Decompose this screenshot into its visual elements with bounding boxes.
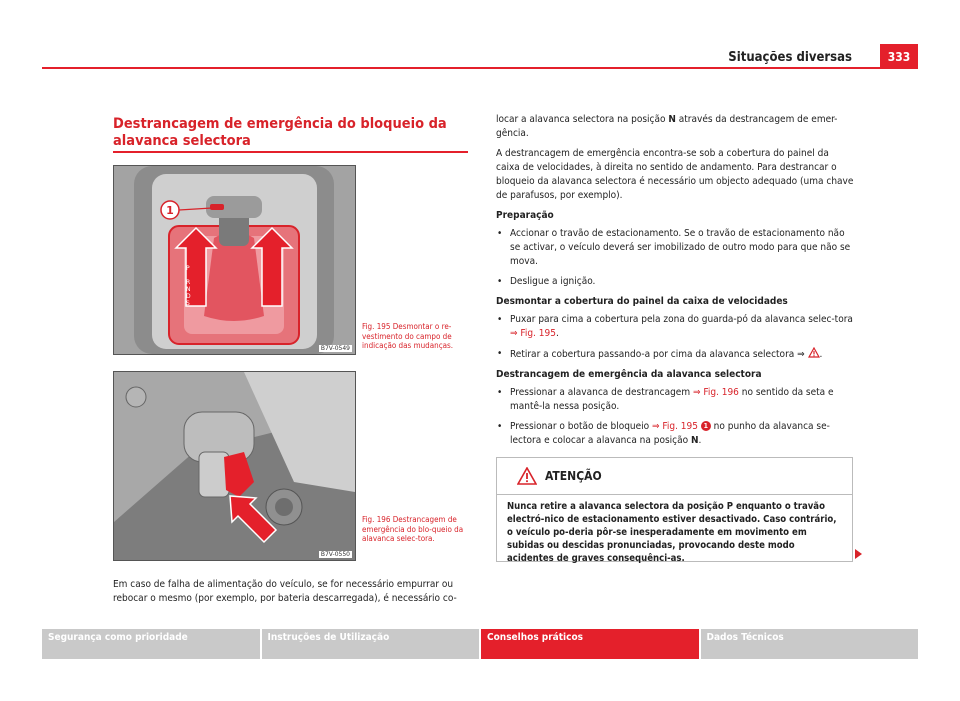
gear-label-n: N: [186, 286, 191, 293]
warning-icon[interactable]: [808, 347, 820, 358]
release-lever-illustration: [114, 372, 355, 560]
gear-shift-illustration: [114, 166, 355, 354]
heading-remove-cover: Desmontar a cobertura do painel da caixa de velocidades: [496, 296, 788, 307]
list-item: • Pressionar o botão de bloqueio ⇒ Fig. 195 1 no punho da alavanca se-lectora e colocar a alavanca na posição N.: [496, 420, 854, 448]
heading-emergency-release: Destrancagem de emergência da alavanca selectora: [496, 369, 762, 380]
list-item: • Desligue a ignição.: [496, 275, 854, 289]
section-rule: [113, 151, 468, 153]
intro-paragraph: Em caso de falha de alimentação do veículo, se for necessário empurrar ou rebocar o mesmo (por exemplo, por bateria descarregada), é necessário co-: [113, 579, 457, 604]
heading-preparation: Preparação: [496, 210, 554, 221]
tab-seguranca[interactable]: Segurança como prioridade: [42, 629, 262, 659]
section-title: Destrancagem de emergência do bloqueio da alavanca selectora: [113, 116, 447, 149]
list-item: • Retirar a cobertura passando-a por cima da alavanca selectora ⇒ .: [496, 347, 854, 362]
tab-conselhos[interactable]: Conselhos práticos: [481, 629, 701, 659]
page-number: 333: [880, 44, 918, 68]
tab-instrucoes[interactable]: Instruções de Utilização: [262, 629, 482, 659]
list-item: • Pressionar a alavanca de destrancagem ⇒ Fig. 196 no sentido da seta e mantê-la nessa posição.: [496, 386, 854, 414]
list-item: • Accionar o travão de estacionamento. Se o travão de estacionamento não se activar, o veículo deverá ser imobilizado de outro modo para que não se mova.: [496, 227, 854, 269]
warning-triangle-icon: [517, 467, 537, 485]
paragraph-continuation: locar a alavanca selectora na posição N através da destrancagem de emer-gência.: [496, 114, 838, 139]
callout-number: 1: [701, 421, 711, 431]
callout-1: 1: [166, 204, 174, 217]
right-column: [496, 113, 854, 454]
figure-196: [113, 371, 356, 561]
warning-title: ATENÇÃO: [545, 469, 602, 483]
gear-label-d: D: [186, 293, 191, 300]
figure-195: [113, 165, 356, 355]
continue-arrow-icon: [855, 549, 862, 559]
warning-text: Nunca retire a alavanca selectora da posição P enquanto o travão electró-nico de estacionamento estiver desactivado. Caso contrário, o veículo po-deria pôr-se inesperadamente em movimento em subidas ou descidas pronunciadas, provocando deste modo acidentes de graves consequênci-as.: [507, 501, 837, 564]
figure-195-caption: Fig. 195 Desmontar o re-vestimento do campo de indicação das mudanças.: [362, 322, 454, 350]
figure-link[interactable]: ⇒ Fig. 195: [510, 328, 556, 339]
figure-196-caption: Fig. 196 Destrancagem de emergência do blo-queio da alavanca selec-tora.: [362, 515, 464, 543]
gear-label-p: P: [186, 265, 190, 272]
figure-link[interactable]: ⇒ Fig. 196: [692, 387, 739, 398]
footer-tabs: [42, 629, 918, 659]
figure-code: B7V-0549: [320, 345, 350, 352]
header-rule: [42, 67, 918, 69]
gear-label-s: S: [186, 300, 190, 307]
list-item: • Puxar para cima a cobertura pela zona do guarda-pó da alavanca selec-tora ⇒ Fig. 195.: [496, 313, 854, 341]
gear-label-r: R: [186, 279, 191, 286]
tab-dados[interactable]: Dados Técnicos: [701, 629, 919, 659]
running-header-title: Situações diversas: [728, 50, 852, 65]
warning-box: [496, 457, 853, 562]
warning-header: [497, 458, 852, 495]
paragraph-location: A destrancagem de emergência encontra-se sob a cobertura do painel da caixa de velocidades, à direita no sentido de andamento. Para destrancar o bloqueio da alavanca selectora é necessário um objecto adequado (uma chave de parafusos, por exemplo).: [496, 148, 854, 201]
figure-link[interactable]: ⇒ Fig. 195: [652, 421, 698, 432]
figure-code: B7V-0550: [320, 551, 350, 558]
